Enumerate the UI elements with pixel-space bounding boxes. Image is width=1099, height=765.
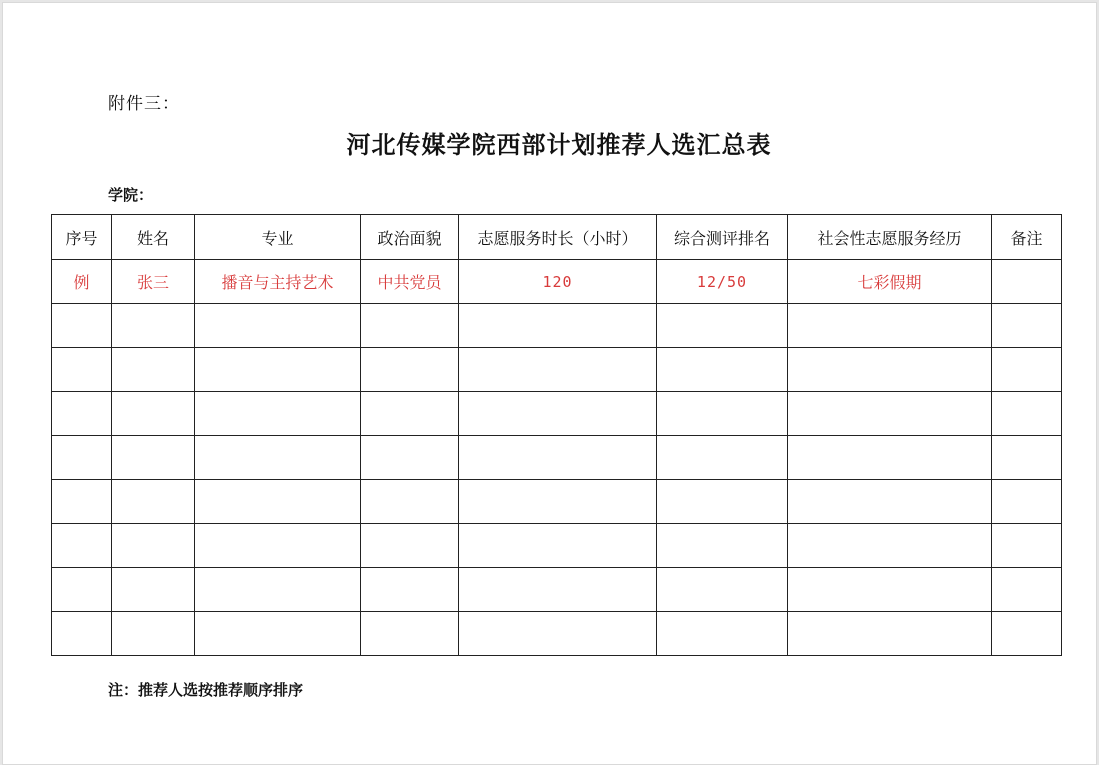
table-cell <box>657 392 788 436</box>
table-cell <box>361 480 459 524</box>
example-political-status: 中共党员 <box>361 260 459 304</box>
header-experience: 社会性志愿服务经历 <box>788 215 992 260</box>
table-cell <box>361 612 459 656</box>
table-cell <box>788 524 992 568</box>
table-cell <box>992 392 1062 436</box>
table-cell <box>52 524 112 568</box>
table-row <box>52 348 1062 392</box>
table-cell <box>112 304 195 348</box>
table-cell <box>195 392 361 436</box>
table-cell <box>992 524 1062 568</box>
table-cell <box>361 568 459 612</box>
header-ranking: 综合测评排名 <box>657 215 788 260</box>
header-service-hours: 志愿服务时长（小时） <box>459 215 657 260</box>
table-cell <box>52 304 112 348</box>
table-cell <box>788 392 992 436</box>
table-cell <box>992 612 1062 656</box>
table-cell <box>52 568 112 612</box>
table-cell <box>459 392 657 436</box>
example-remarks <box>992 260 1062 304</box>
table-cell <box>361 436 459 480</box>
table-cell <box>788 348 992 392</box>
table-cell <box>992 348 1062 392</box>
table-cell <box>52 348 112 392</box>
table-cell <box>361 348 459 392</box>
table-row <box>52 568 1062 612</box>
table-cell <box>459 436 657 480</box>
document-page <box>2 2 1097 765</box>
table-row <box>52 612 1062 656</box>
table-cell <box>459 348 657 392</box>
example-ranking: 12/50 <box>657 260 788 304</box>
header-political-status: 政治面貌 <box>361 215 459 260</box>
table-cell <box>459 524 657 568</box>
table-cell <box>361 392 459 436</box>
table-cell <box>112 348 195 392</box>
example-major: 播音与主持艺术 <box>195 260 361 304</box>
table-cell <box>657 524 788 568</box>
table-cell <box>788 568 992 612</box>
header-index: 序号 <box>52 215 112 260</box>
table-cell <box>361 304 459 348</box>
table-cell <box>112 392 195 436</box>
table-cell <box>195 436 361 480</box>
table-header-row <box>52 215 1062 260</box>
footnote: 注：推荐人选按推荐顺序排序 <box>108 681 304 699</box>
table-cell <box>788 480 992 524</box>
example-index: 例 <box>52 260 112 304</box>
header-name: 姓名 <box>112 215 195 260</box>
table-cell <box>112 480 195 524</box>
example-row <box>52 260 1062 304</box>
table-cell <box>459 612 657 656</box>
table-cell <box>992 568 1062 612</box>
table-cell <box>992 436 1062 480</box>
table-cell <box>657 568 788 612</box>
table-cell <box>52 612 112 656</box>
table-cell <box>361 524 459 568</box>
table-row <box>52 392 1062 436</box>
table-cell <box>112 436 195 480</box>
header-remarks: 备注 <box>992 215 1062 260</box>
table-cell <box>195 568 361 612</box>
example-experience: 七彩假期 <box>788 260 992 304</box>
table-cell <box>788 304 992 348</box>
table-cell <box>657 480 788 524</box>
table-cell <box>657 612 788 656</box>
table-cell <box>195 304 361 348</box>
table-row <box>52 304 1062 348</box>
table-cell <box>459 480 657 524</box>
recommendation-summary-table <box>51 214 1062 656</box>
table-row <box>52 480 1062 524</box>
attachment-label: 附件三： <box>108 94 180 114</box>
table-cell <box>112 524 195 568</box>
table-cell <box>195 612 361 656</box>
table-row <box>52 436 1062 480</box>
table-cell <box>112 568 195 612</box>
table-cell <box>195 348 361 392</box>
example-name: 张三 <box>112 260 195 304</box>
table-cell <box>657 436 788 480</box>
table-cell <box>195 524 361 568</box>
table-cell <box>788 612 992 656</box>
table-cell <box>992 304 1062 348</box>
page-title: 河北传媒学院西部计划推荐人选汇总表 <box>346 130 772 159</box>
college-label: 学院： <box>108 186 154 204</box>
table-cell <box>52 392 112 436</box>
table-cell <box>992 480 1062 524</box>
table-cell <box>112 612 195 656</box>
table-row <box>52 524 1062 568</box>
table-cell <box>52 480 112 524</box>
table-cell <box>657 304 788 348</box>
table-cell <box>52 436 112 480</box>
table-cell <box>788 436 992 480</box>
table-cell <box>657 348 788 392</box>
table-cell <box>195 480 361 524</box>
header-major: 专业 <box>195 215 361 260</box>
table-cell <box>459 304 657 348</box>
example-service-hours: 120 <box>459 260 657 304</box>
table-cell <box>459 568 657 612</box>
